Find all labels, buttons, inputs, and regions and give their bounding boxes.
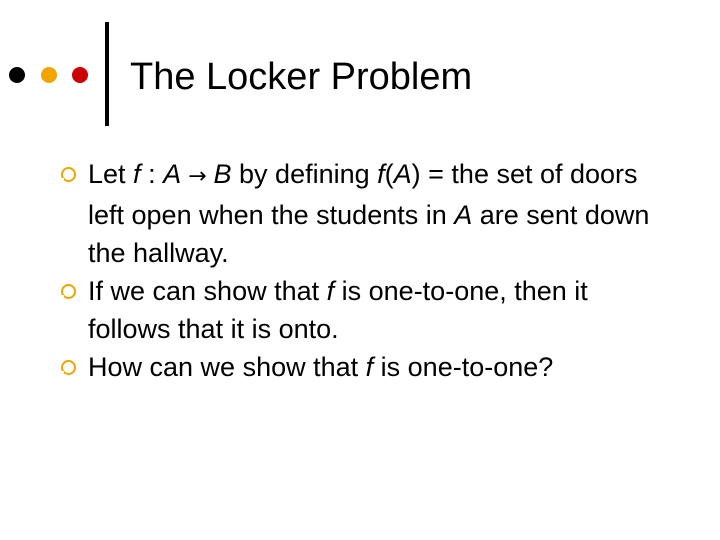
hollow-circle-bullet-icon <box>61 360 76 375</box>
slide-title: The Locker Problem <box>130 56 473 98</box>
bullet-item <box>56 155 676 272</box>
red-dot-decoration <box>72 67 88 83</box>
hollow-circle-bullet-icon <box>61 284 76 299</box>
bullet-item <box>56 272 676 348</box>
bullet-list <box>56 155 676 386</box>
hollow-circle-bullet-icon <box>61 167 76 182</box>
black-dot-decoration <box>9 67 25 83</box>
title-divider-line <box>105 22 109 126</box>
orange-dot-decoration <box>41 67 57 83</box>
bullet-item <box>56 348 676 386</box>
bullet-text: How can we show that f is one-to-one? <box>88 352 554 382</box>
bullet-text: If we can show that f is one-to-one, then it follows that it is onto. <box>88 276 588 344</box>
bullet-text: Let f : A → B by defining f(A) = the set of doors left open when the students in A are sent down the hallway. <box>88 159 650 268</box>
